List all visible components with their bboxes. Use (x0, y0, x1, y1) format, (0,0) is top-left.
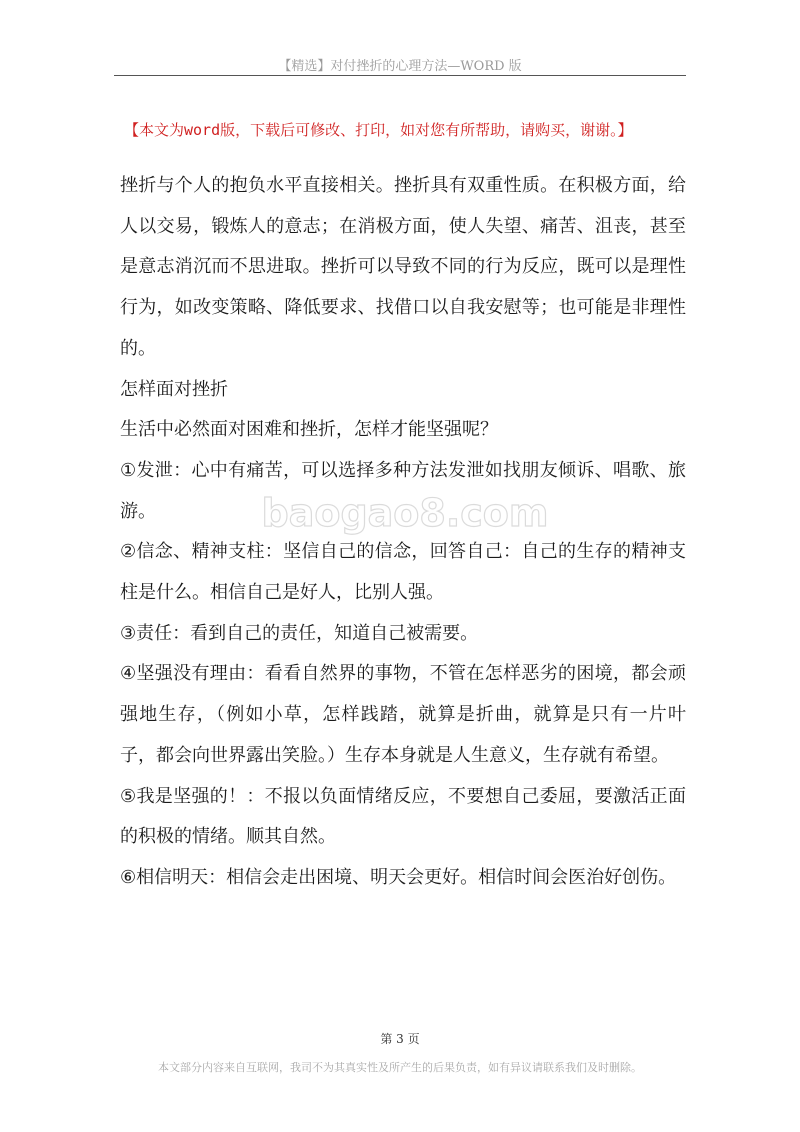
list-item-6: ⑥相信明天：相信会走出困境、明天会更好。相信时间会医治好创伤。 (120, 866, 677, 888)
watermark-text: baogao8.com (261, 491, 549, 535)
section-heading: 怎样面对挫折 (120, 378, 228, 400)
list-item-5: ⑤我是坚强的！：不报以负面情绪反应，不要想自己委屈，要激活正面的积极的情绪。顺其自然。 (120, 785, 686, 848)
list-item-4: ④坚强没有理由：看看自然界的事物，不管在怎样恶劣的困境，都会顽强地生存，（例如小草，怎样践踏，就算是折曲，就算是只有一片叶子，都会向世界露出笑脸。）生存本身就是人生意义，生存就有希望。 (120, 663, 686, 766)
list-item-2: ②信念、精神支柱：坚信自己的信念，回答自己：自己的生存的精神支柱是什么。相信自己是好人，比别人强。 (120, 541, 686, 604)
list-item-1: ①发泄：心中有痛苦，可以选择多种方法发泄如找朋友倾诉、唱歌、旅游。 (120, 459, 686, 522)
document-header-title: 【精选】对付挫折的心理方法—WORD 版 (278, 59, 522, 74)
footer-disclaimer: 本文部分内容来自互联网，我司不为其真实性及所产生的后果负责，如有异议请联系我们及时删除。 (158, 1061, 642, 1074)
header-divider (114, 75, 686, 76)
page-number: 第 3 页 (380, 1032, 420, 1046)
document-body (120, 166, 686, 899)
download-notice: 【本文为word版，下载后可修改、打印，如对您有所帮助，请购买，谢谢。】 (124, 121, 633, 139)
paragraph-question: 生活中必然面对困难和挫折，怎样才能坚强呢？ (120, 419, 498, 441)
paragraph-intro: 挫折与个人的抱负水平直接相关。挫折具有双重性质。在积极方面，给人以交易，锻炼人的意志；在消极方面，使人失望、痛苦、沮丧，甚至是意志消沉而不思进取。挫折可以导致不同的行为反应，既可以是理性行为，如改变策略、降低要求、找借口以自我安慰等；也可能是非理性的。 (120, 175, 686, 359)
list-item-3: ③责任：看到自己的责任，知道自己被需要。 (120, 622, 479, 644)
